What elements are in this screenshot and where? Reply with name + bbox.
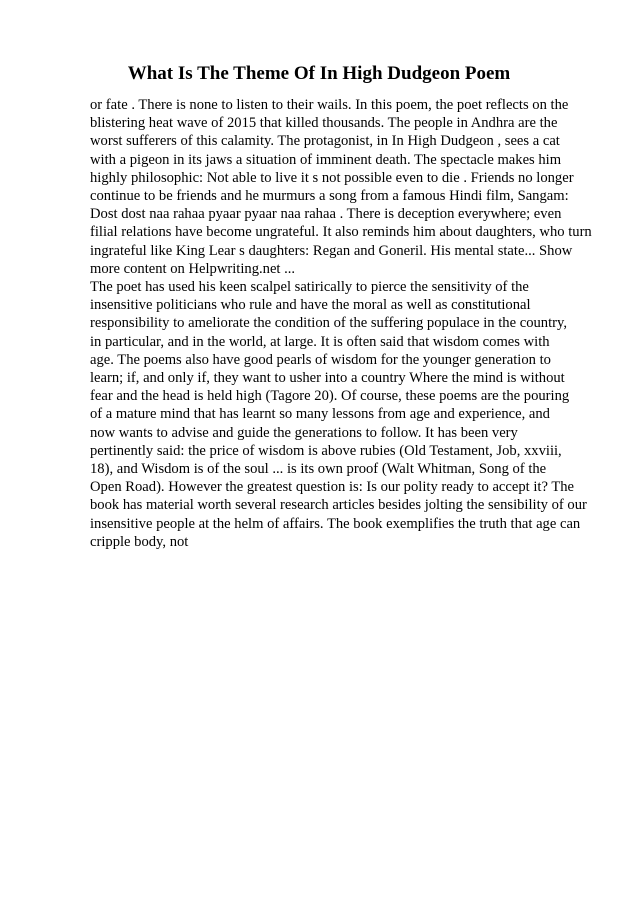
text-line: book has material worth several research articles besides jolting the sensibility of our [90,497,587,514]
text-line: age. The poems also have good pearls of wisdom for the younger generation to [90,351,551,368]
text-line: or fate . There is none to listen to their wails. In this poem, the poet reflects on the [90,97,569,113]
text-line: Dost dost naa rahaa pyaar pyaar naa rahaa . There is deception everywhere; even [90,206,562,223]
text-line: of a mature mind that has learnt so many lessons from age and experience, and [90,406,550,423]
text-line: insensitive politicians who rule and have the moral as well as constitutional [90,297,531,314]
text-line: fear and the head is held high (Tagore 20). Of course, these poems are the pouring [90,388,570,405]
page-title: What Is The Theme Of In High Dudgeon Poem [127,63,511,84]
text-line: insensitive people at the helm of affairs. The book exemplifies the truth that age can [90,515,581,532]
text-line: cripple body, not [90,533,189,550]
text-line: with a pigeon in its jaws a situation of imminent death. The spectacle makes him [90,151,562,168]
text-line: highly philosophic: Not able to live it s not possible even to die . Friends no longer [90,169,574,186]
text-line: blistering heat wave of 2015 that killed thousands. The people in Andhra are the [90,115,558,132]
text-line: more content on Helpwriting.net ... [90,260,296,277]
text-line: pertinently said: the price of wisdom is above rubies (Old Testament, Job, xxviii, [90,442,562,459]
text-line: Open Road). However the greatest question is: Is our polity ready to accept it? The [90,479,575,496]
text-line: continue to be friends and he murmurs a song from a famous Hindi film, Sangam: [90,188,569,205]
document-body [90,96,600,551]
text-line: now wants to advise and guide the generations to follow. It has been very [90,424,518,441]
text-line: worst sufferers of this calamity. The protagonist, in In High Dudgeon , sees a cat [90,133,560,150]
text-line: The poet has used his keen scalpel satirically to pierce the sensitivity of the [90,279,529,296]
text-line: in particular, and in the world, at large. It is often said that wisdom comes with [90,333,550,350]
text-line: ingrateful like King Lear s daughters: Regan and Goneril. His mental state... Show [90,242,573,259]
text-line: learn; if, and only if, they want to usher into a country Where the mind is without [90,370,565,387]
text-line: filial relations have become ungrateful. It also reminds him about daughters, who turn [90,224,592,241]
text-line: 18), and Wisdom is of the soul ... is its own proof (Walt Whitman, Song of the [90,461,547,478]
text-line: responsibility to ameliorate the condition of the suffering populace in the country, [90,315,568,332]
